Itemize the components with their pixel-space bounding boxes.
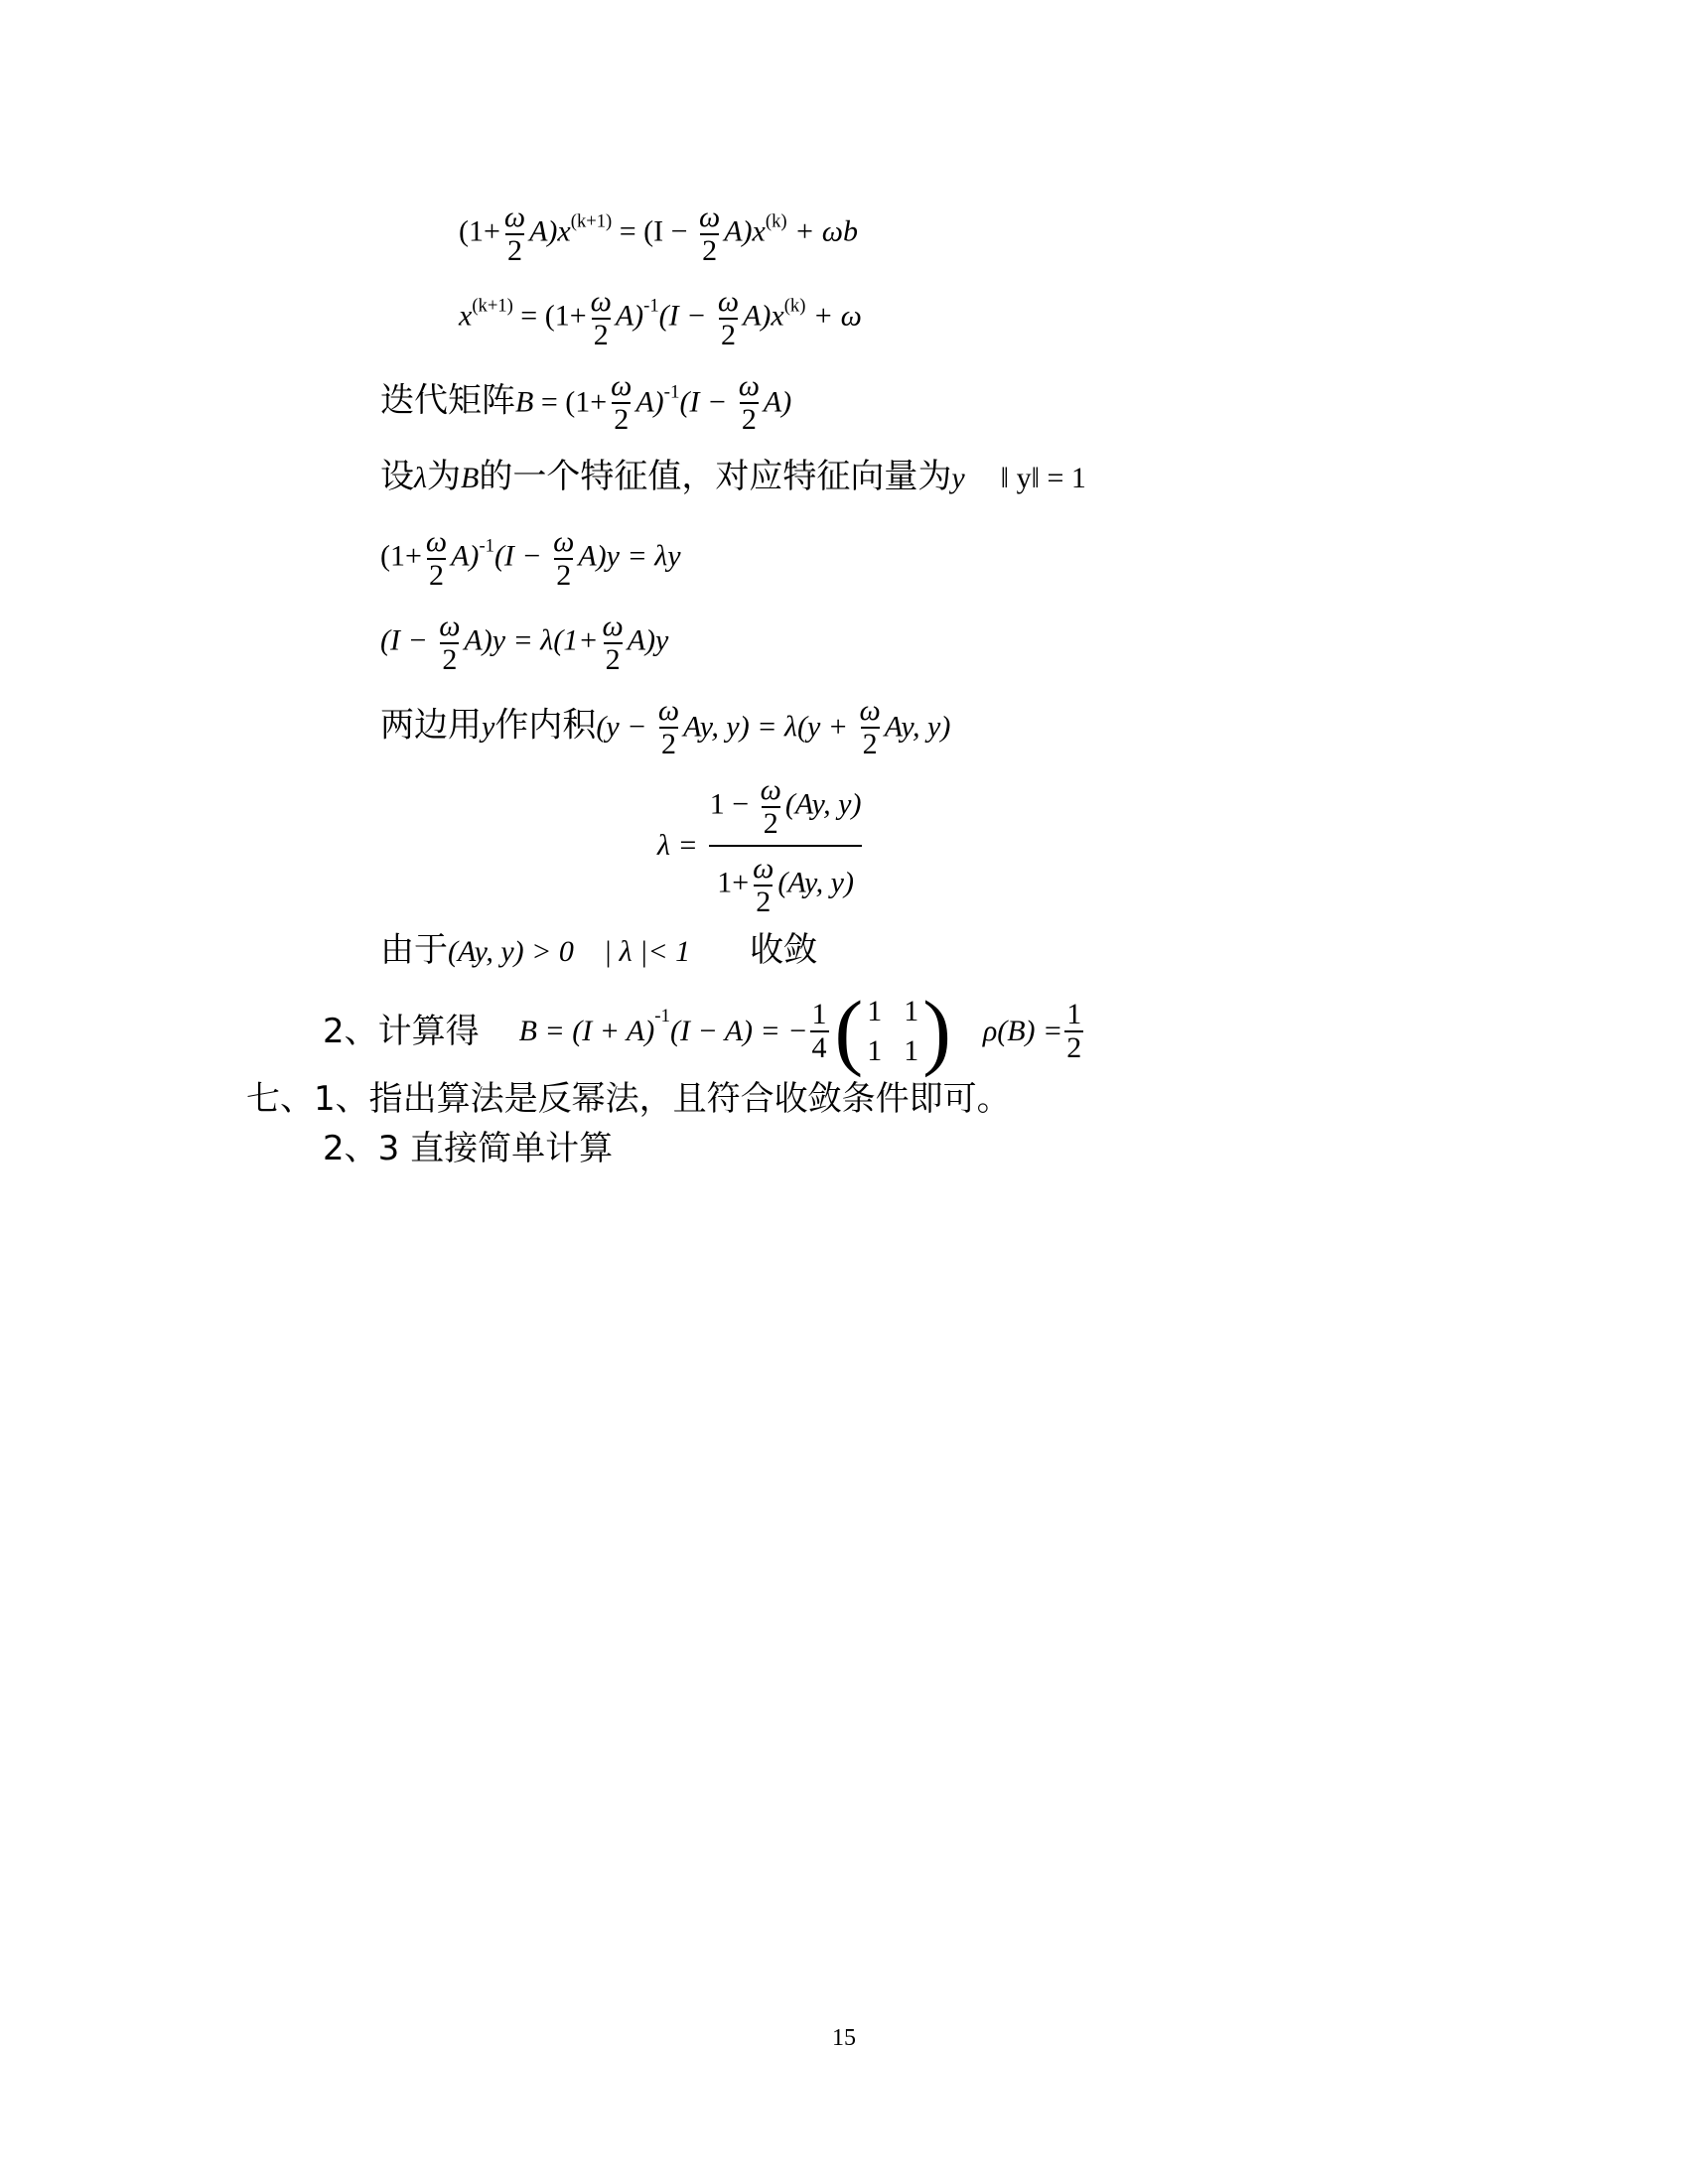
- eigenvalue-statement: 设λ为B的一个特征值，对应特征向量为y ‖ y‖ = 1: [380, 457, 1086, 496]
- section-seven-item-1: 七、1、指出算法是反幂法，且符合收敛条件即可。: [246, 1079, 1011, 1119]
- computation-line: 2、计算得 B = (I + A) -1 (I − A) = − $\frac{1}{4}$ ( 1 1 1 1 ) ρ(B) = $\frac{1}{2}$: [323, 983, 1082, 1078]
- fraction-omega-over-2: $\frac{\omega}{2}$: [738, 369, 760, 436]
- section-seven-item-2: 2、3 直接简单计算: [323, 1129, 614, 1168]
- compound-numerator: 1 − $\frac{\omega}{2}$ (Ay, y): [709, 773, 862, 840]
- fraction-omega-over-2: $\frac{\omega}{2}$: [859, 694, 881, 760]
- equation-1: (1+ $\frac{\omega}{2}$ $A)x^{(k+1)} = (I$ − $\frac{\omega}{2}$ $A)x^{(k)} + \omega b$: [459, 201, 858, 267]
- fraction-omega-over-2: $\frac{\omega}{2}$: [425, 525, 448, 592]
- fraction-1-over-4: $\frac{1}{4}$: [811, 998, 827, 1064]
- inner-product-line: 两边用y作内积(y − $\frac{\omega}{2}$ Ay, y) = λ(y + $\frac{\omega}{2}$ Ay, y): [380, 694, 951, 760]
- fraction-omega-over-2: $\frac{\omega}{2}$: [611, 369, 633, 436]
- compound-fraction: [702, 774, 870, 917]
- convergence-line: 由于(Ay, y) > 0 | λ |< 1 收敛: [380, 930, 818, 970]
- fraction-omega-over-2: $\frac{\omega}{2}$: [602, 610, 624, 676]
- equation-5: (1+ $\frac{\omega}{2}$ A)$^{-1}$(I − $\frac{\omega}{2}$ A)y = λy: [380, 525, 681, 592]
- fraction-omega-over-2: $\frac{\omega}{2}$: [699, 201, 721, 267]
- fraction-omega-over-2: $\frac{\omega}{2}$: [717, 285, 740, 351]
- fraction-omega-over-2: $\frac{\omega}{2}$: [657, 694, 680, 760]
- compound-denominator: 1+ $\frac{\omega}{2}$ (Ay, y): [709, 845, 862, 917]
- equation-2: $x^{(k+1)} = (1+$ $\frac{\omega}{2}$ A)$^{-1}$(I − $\frac{\omega}{2}$ $A)x^{(k)} + \omega$: [459, 285, 862, 351]
- iteration-matrix-line: 迭代矩阵B = (1+ $\frac{\omega}{2}$ A)$^{-1}$(I − $\frac{\omega}{2}$ A): [380, 369, 792, 436]
- fraction-1-over-2: $\frac{1}{2}$: [1066, 998, 1082, 1064]
- lambda-formula: λ = 1 − $\frac{\omega}{2}$ (Ay, y) 1+ $\frac{\omega}{2}$ (Ay, y): [657, 774, 870, 917]
- fraction-omega-over-2: $\frac{\omega}{2}$: [439, 610, 461, 676]
- fraction-omega-over-2: $\frac{\omega}{2}$: [553, 525, 575, 592]
- page-number: 15: [832, 2025, 856, 2051]
- equation-6: (I − $\frac{\omega}{2}$ A)y = λ(1+ $\frac{\omega}{2}$ A)y: [380, 610, 669, 676]
- matrix-2x2: ( 1 1 1 1 ): [834, 983, 951, 1078]
- fraction-omega-over-2: $\frac{\omega}{2}$: [590, 285, 612, 351]
- fraction-omega-over-2: $\frac{\omega}{2}$: [503, 201, 526, 267]
